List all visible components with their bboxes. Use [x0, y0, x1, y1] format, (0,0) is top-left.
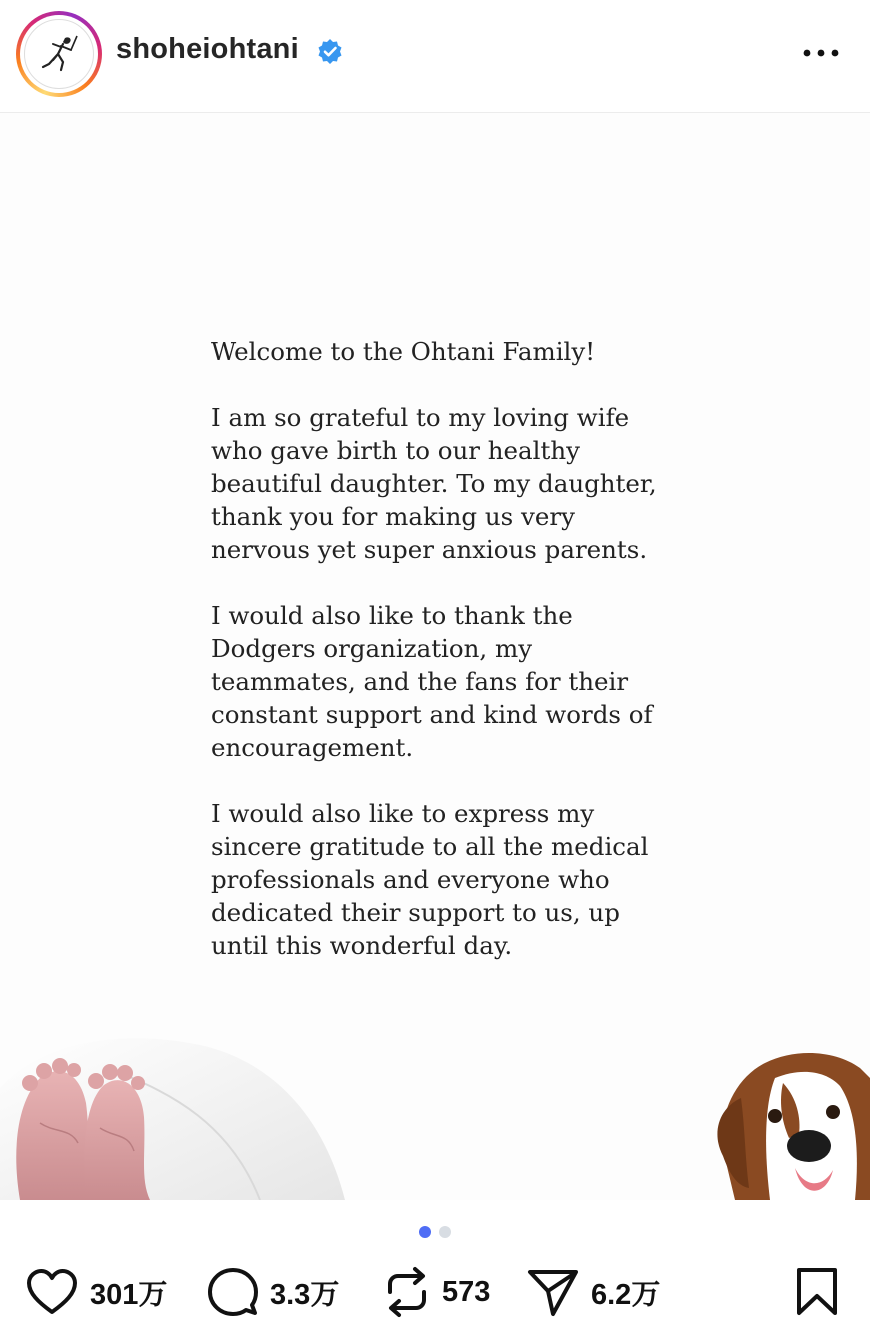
avatar[interactable] [24, 19, 94, 89]
verified-badge-icon [316, 38, 344, 66]
like-count: 301万 [90, 1278, 168, 1311]
carousel-indicator [0, 1225, 870, 1239]
action-bar [0, 1262, 870, 1322]
heart-icon [26, 1268, 78, 1316]
save-button[interactable] [794, 1262, 840, 1322]
comment-bubble-icon [208, 1267, 258, 1317]
send-paper-plane-icon [527, 1267, 579, 1317]
letter-paragraph: I would also like to thank the Dodgers organization, my teammates, and the fans for their constant support and kind words of encouragement. [211, 601, 653, 762]
share-count: 6.2万 [591, 1278, 661, 1311]
carousel-dot-active[interactable] [419, 1226, 431, 1238]
post-image[interactable] [0, 113, 870, 1200]
story-ring[interactable] [16, 11, 102, 97]
beagle-dog-illustration [715, 1038, 870, 1200]
announcement-text [211, 335, 681, 995]
baby-feet-illustration [0, 1033, 345, 1200]
comment-count: 3.3万 [270, 1278, 340, 1311]
carousel-dot[interactable] [439, 1226, 451, 1238]
share-button[interactable] [527, 1262, 660, 1322]
like-button[interactable] [26, 1262, 167, 1322]
comment-button[interactable] [208, 1262, 339, 1322]
repost-count: 573 [442, 1275, 491, 1308]
repost-icon [384, 1266, 430, 1318]
post-header [0, 0, 870, 113]
letter-paragraph: I am so grateful to my loving wife who gave birth to our healthy beautiful daughter. To my daughter, thank you for making us very nervous yet super anxious parents. [211, 403, 657, 564]
batter-logo-icon [25, 20, 93, 88]
repost-button[interactable] [384, 1262, 490, 1322]
username[interactable]: shoheiohtani [116, 33, 299, 65]
more-options-icon[interactable] [798, 38, 844, 68]
letter-paragraph: I would also like to express my sincere gratitude to all the medical professionals and everyone who dedicated their support to us, up until this wonderful day. [211, 799, 649, 960]
letter-paragraph: Welcome to the Ohtani Family! [211, 337, 596, 366]
bookmark-icon [794, 1267, 840, 1317]
